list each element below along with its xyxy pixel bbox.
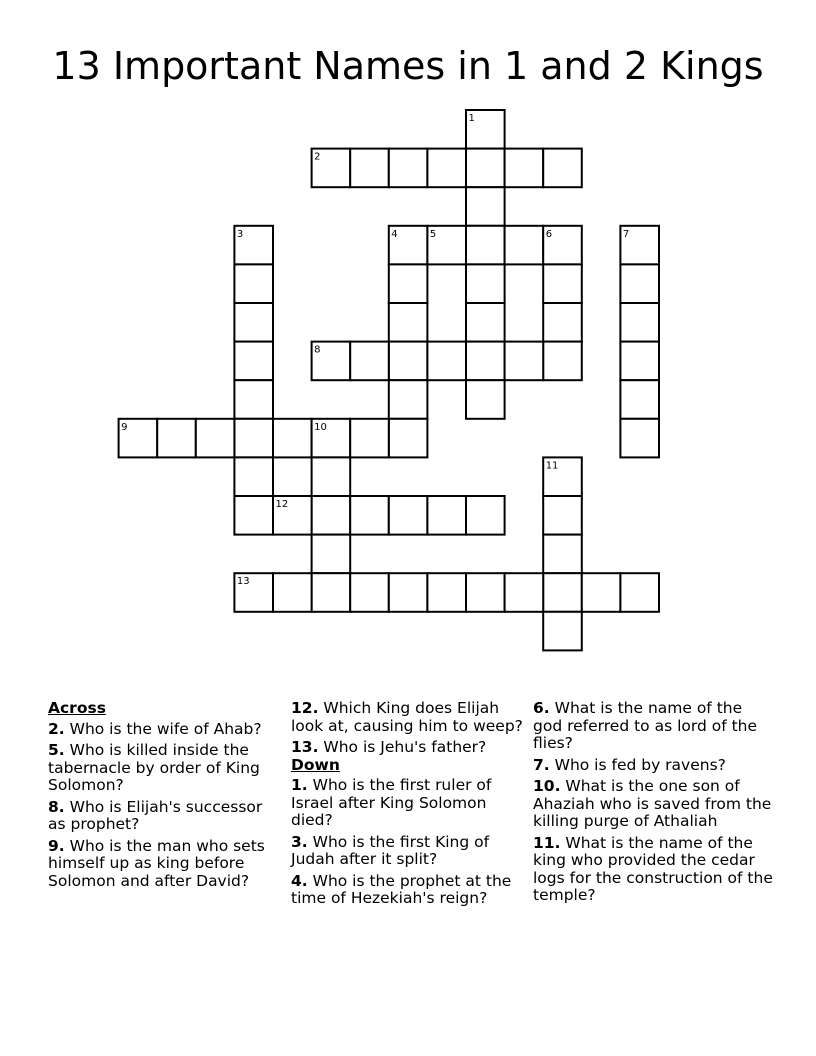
grid-cell[interactable] <box>466 342 505 381</box>
grid-cell[interactable] <box>620 380 659 419</box>
grid-cell[interactable] <box>350 342 389 381</box>
clue-number-label: 10 <box>314 421 327 433</box>
clue-number: 10. <box>533 777 561 795</box>
clue-number: 3. <box>291 832 308 851</box>
clue-down-4 <box>291 873 523 908</box>
grid-cell[interactable] <box>543 264 582 303</box>
clue-down-3 <box>291 834 523 869</box>
clue-across-9 <box>48 838 280 891</box>
grid-cell[interactable] <box>389 264 428 303</box>
clue-down-6 <box>533 700 773 753</box>
grid-cell[interactable] <box>389 303 428 342</box>
grid-cell[interactable] <box>350 149 389 188</box>
across-header: Across <box>48 699 106 717</box>
clue-text: What is the one son of Ahaziah who is saved from the killing purge of Athaliah <box>533 777 772 830</box>
grid-cell[interactable] <box>273 573 312 612</box>
grid-cell[interactable] <box>312 573 351 612</box>
grid-cell[interactable] <box>543 612 582 651</box>
grid-cell[interactable] <box>466 187 505 226</box>
grid-cell[interactable] <box>389 419 428 458</box>
grid-cell[interactable] <box>234 457 273 496</box>
grid-cell[interactable] <box>466 264 505 303</box>
clue-number: 5. <box>48 741 65 759</box>
grid-cell[interactable] <box>466 573 505 612</box>
page-title: 13 Important Names in 1 and 2 Kings <box>52 44 764 88</box>
grid-cell[interactable] <box>505 342 544 381</box>
clue-number-label: 1 <box>468 113 475 124</box>
clue-number-label: 4 <box>391 228 398 240</box>
grid-cell[interactable] <box>620 419 659 458</box>
clue-number: 7. <box>533 755 550 774</box>
clue-number-label: 9 <box>121 421 128 433</box>
clue-across-8 <box>48 799 280 834</box>
grid-cell[interactable] <box>234 264 273 303</box>
clue-number-label: 2 <box>314 151 321 163</box>
grid-cell[interactable] <box>466 496 505 535</box>
clue-text: What is the name of the god referred to as lord of the flies? <box>533 699 758 752</box>
grid-cell[interactable] <box>620 303 659 342</box>
grid-cell[interactable] <box>312 535 351 574</box>
clue-text: Who is the wife of Ahab? <box>64 719 262 738</box>
clue-down-10 <box>533 778 773 831</box>
clue-number: 1. <box>291 776 308 794</box>
clue-text: Who is the man who sets himself up as king before Solomon and after David? <box>48 836 265 890</box>
clue-number-label: 5 <box>429 228 437 240</box>
clue-number: 6. <box>533 699 550 717</box>
grid-cell[interactable] <box>620 264 659 303</box>
clue-across-2 <box>48 721 280 739</box>
clue-number-label: 7 <box>622 228 630 240</box>
grid-cell[interactable] <box>582 573 621 612</box>
clue-text: Who is Elijah's successor as prophet? <box>48 797 263 833</box>
clue-text: Who is killed inside the tabernacle by order of King Solomon? <box>48 741 260 794</box>
clue-number-label: 8 <box>314 344 321 356</box>
clue-number: 12. <box>291 699 319 717</box>
grid-cell[interactable] <box>543 573 582 612</box>
grid-cell[interactable] <box>505 573 544 612</box>
grid-cell[interactable] <box>234 342 273 381</box>
grid-cell[interactable] <box>505 226 544 265</box>
clues-column-1 <box>48 700 280 894</box>
grid-cell[interactable] <box>543 303 582 342</box>
grid-cell[interactable] <box>389 496 428 535</box>
clue-number-label: 12 <box>275 499 289 510</box>
clue-across-13 <box>291 739 523 757</box>
grid-cell[interactable] <box>389 573 428 612</box>
clue-text: Who is the first ruler of Israel after King Solomon died? <box>291 776 492 829</box>
clue-number-label: 11 <box>545 460 559 472</box>
grid-cell[interactable] <box>620 342 659 381</box>
grid-cell[interactable] <box>350 496 389 535</box>
clue-number: 11. <box>533 833 561 852</box>
clue-text: What is the name of the king who provided the cedar logs for the construction of the temple? <box>533 833 773 904</box>
grid-cell[interactable] <box>234 380 273 419</box>
clue-number-label: 3 <box>236 228 244 240</box>
clue-number: 2. <box>48 719 65 738</box>
grid-cell[interactable] <box>427 342 466 381</box>
grid-cell[interactable] <box>389 380 428 419</box>
clue-down-7 <box>533 757 773 775</box>
grid-cell[interactable] <box>543 535 582 574</box>
clue-text: Who is the first King of Judah after it split? <box>291 832 490 868</box>
grid-cell[interactable] <box>196 419 235 458</box>
clue-down-11 <box>533 835 773 905</box>
clues-column-2 <box>291 700 523 912</box>
grid-cell[interactable] <box>543 149 582 188</box>
down-header: Down <box>291 755 340 774</box>
clue-number-label: 13 <box>236 576 250 588</box>
grid-cell[interactable] <box>312 496 351 535</box>
grid-cell[interactable] <box>157 419 196 458</box>
grid-cell[interactable] <box>466 380 505 419</box>
clue-across-5 <box>48 742 280 795</box>
clues-column-3 <box>533 700 773 909</box>
grid-cell[interactable] <box>389 342 428 381</box>
grid-cell[interactable] <box>389 149 428 188</box>
grid-cell[interactable] <box>234 496 273 535</box>
grid-cell[interactable] <box>466 303 505 342</box>
grid-cell[interactable] <box>620 573 659 612</box>
clue-number: 8. <box>48 797 65 816</box>
grid-cell[interactable] <box>427 149 466 188</box>
grid-cell[interactable] <box>350 419 389 458</box>
clue-text: Who is the prophet at the time of Hezekiah's reign? <box>291 871 512 907</box>
grid-cell[interactable] <box>543 342 582 381</box>
grid-cell[interactable] <box>427 573 466 612</box>
clue-number-label: 6 <box>545 228 553 240</box>
clue-number: 9. <box>48 836 65 855</box>
grid-cell[interactable] <box>427 496 466 535</box>
grid-cell[interactable] <box>273 419 312 458</box>
grid-cell[interactable] <box>466 226 505 265</box>
grid-cell[interactable] <box>234 303 273 342</box>
clue-text: Which King does Elijah look at, causing him to weep? <box>291 699 523 735</box>
clue-text: Who is fed by ravens? <box>549 755 726 774</box>
clue-number: 4. <box>291 871 308 890</box>
grid-cell[interactable] <box>543 496 582 535</box>
grid-cell[interactable] <box>312 457 351 496</box>
clue-down-1 <box>291 777 523 830</box>
clue-text: Who is Jehu's father? <box>318 738 487 756</box>
clue-number: 13. <box>291 738 319 756</box>
grid-cell[interactable] <box>505 149 544 188</box>
grid-cell[interactable] <box>234 419 273 458</box>
grid-cell[interactable] <box>350 573 389 612</box>
clue-across-12 <box>291 700 523 735</box>
grid-cell[interactable] <box>466 149 505 188</box>
